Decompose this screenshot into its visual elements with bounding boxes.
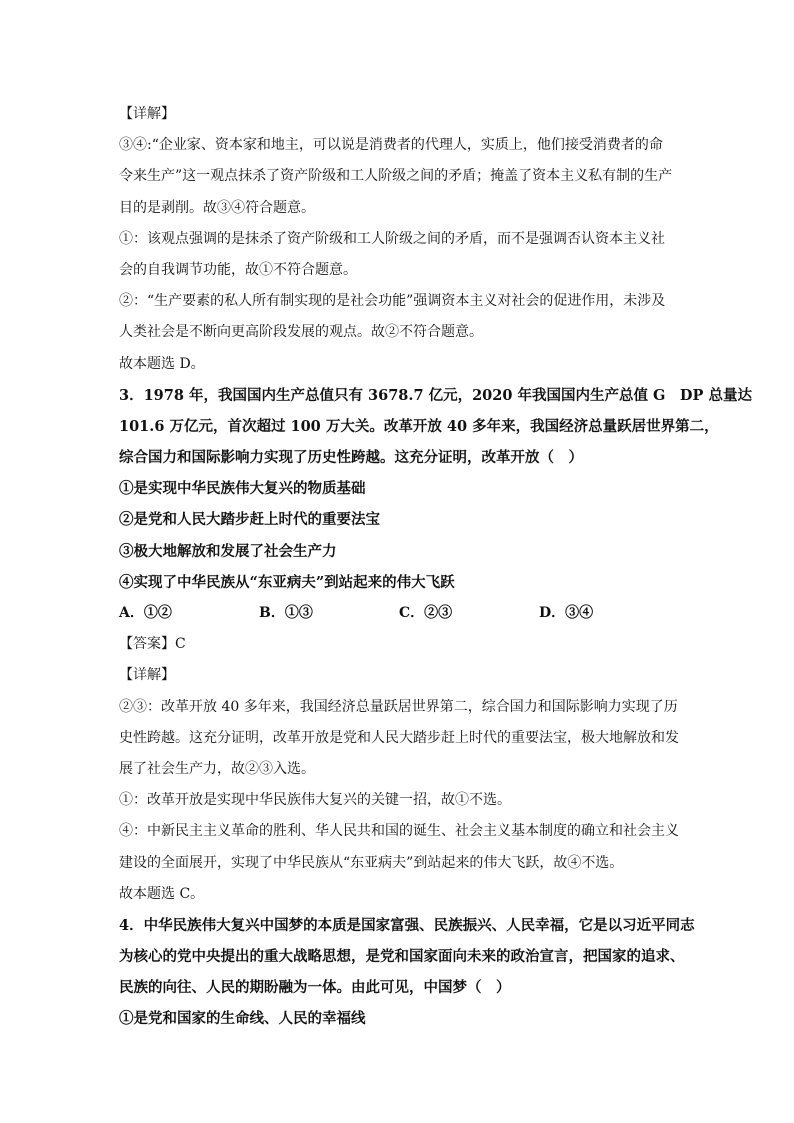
q3-explanation-line: 故本题选 C。 [119,885,205,902]
q3-item: ②是党和人民大踏步赶上时代的重要法宝 [119,511,380,529]
q4-stem-line: 4．中华民族伟大复兴中国梦的本质是国家富强、民族振兴、人民幸福，它是以习近平同志 [119,916,695,934]
q3-stem-line: 综合国力和国际影响力实现了历史性跨越。这充分证明，改革开放（ ） [119,449,583,467]
q3-stem-line: 3．1978 年，我国国内生产总值只有 3678.7 亿元，2020 年我国国内生产总值 G DP 总量达 [119,386,752,404]
q2-detail-line: ②：“生产要素的私人所有制实现的是社会功能”强调资本主义对社会的促进作用，未涉及 [119,293,666,310]
q2-detail-line: 会的自我调节功能，故①不符合题意。 [119,261,357,278]
q3-answer: 【答案】C [119,636,186,653]
q3-explanation-line: 展了社会生产力，故②③入选。 [119,760,315,777]
q2-detail-label: 【详解】 [119,106,175,122]
q2-detail-line: 令来生产”这一观点抹杀了资产阶级和工人阶级之间的矛盾；掩盖了资本主义私有制的生产 [119,168,673,185]
q4-stem-line: 为核心的党中央提出的重大战略思想，是党和国家面向未来的政治宣言，把国家的追求、 [119,948,685,966]
q2-detail-line: 目的是剥削。故③④符合题意。 [119,199,315,216]
q3-explanation-line: 建设的全面展开，实现了中华民族从“东亚病夫”到站起来的伟大飞跃，故④不选。 [119,854,624,871]
q2-detail-line: ③④:“企业家、资本家和地主，可以说是消费者的代理人，实质上，他们接受消费者的命 [119,137,663,154]
q4-item: ①是党和国家的生命线、人民的幸福线 [119,1010,366,1028]
q3-explanation-line: ②③：改革开放 40 多年来，我国经济总量跃居世界第二，综合国力和国际影响力实现了历 [119,698,678,715]
q3-stem-line: 101.6 万亿元，首次超过 100 万大关。改革开放 40 多年来，我国经济总量跃居世界第二， [119,417,719,435]
q3-item: ④实现了中华民族从“东亚病夫”到站起来的伟大飞跃 [119,573,455,591]
q3-option-a: A．①② [119,605,172,621]
q2-detail-line: 人类社会是不断向更高阶段发展的观点。故②不符合题意。 [119,324,483,341]
page-content [119,99,752,1035]
q3-explanation-line: ④：中新民主主义革命的胜利、华人民共和国的诞生、社会主义基本制度的确立和社会主义 [119,823,679,840]
q3-detail-label: 【详解】 [119,667,175,684]
q3-option-c: C．②③ [399,605,453,621]
q2-detail-line: 故本题选 D。 [119,355,205,372]
q3-item: ①是实现中华民族伟大复兴的物质基础 [119,480,366,498]
q3-explanation-line: 史性跨越。这充分证明，改革开放是党和人民大踏步赶上时代的重要法宝，极大地解放和发 [119,729,679,746]
q3-option-d: D．③④ [539,605,594,621]
q3-options [119,598,679,629]
q3-explanation-line: ①：改革开放是实现中华民族伟大复兴的关键一招，故①不选。 [119,792,511,809]
q3-item: ③极大地解放和发展了社会生产力 [119,542,337,560]
q4-stem-line: 民族的向往、人民的期盼融为一体。由此可见，中国梦（ ） [119,979,511,997]
q3-option-b: B．①③ [259,605,313,621]
q2-detail-line: ①：该观点强调的是抹杀了资产阶级和工人阶级之间的矛盾，而不是强调否认资本主义社 [119,230,665,247]
